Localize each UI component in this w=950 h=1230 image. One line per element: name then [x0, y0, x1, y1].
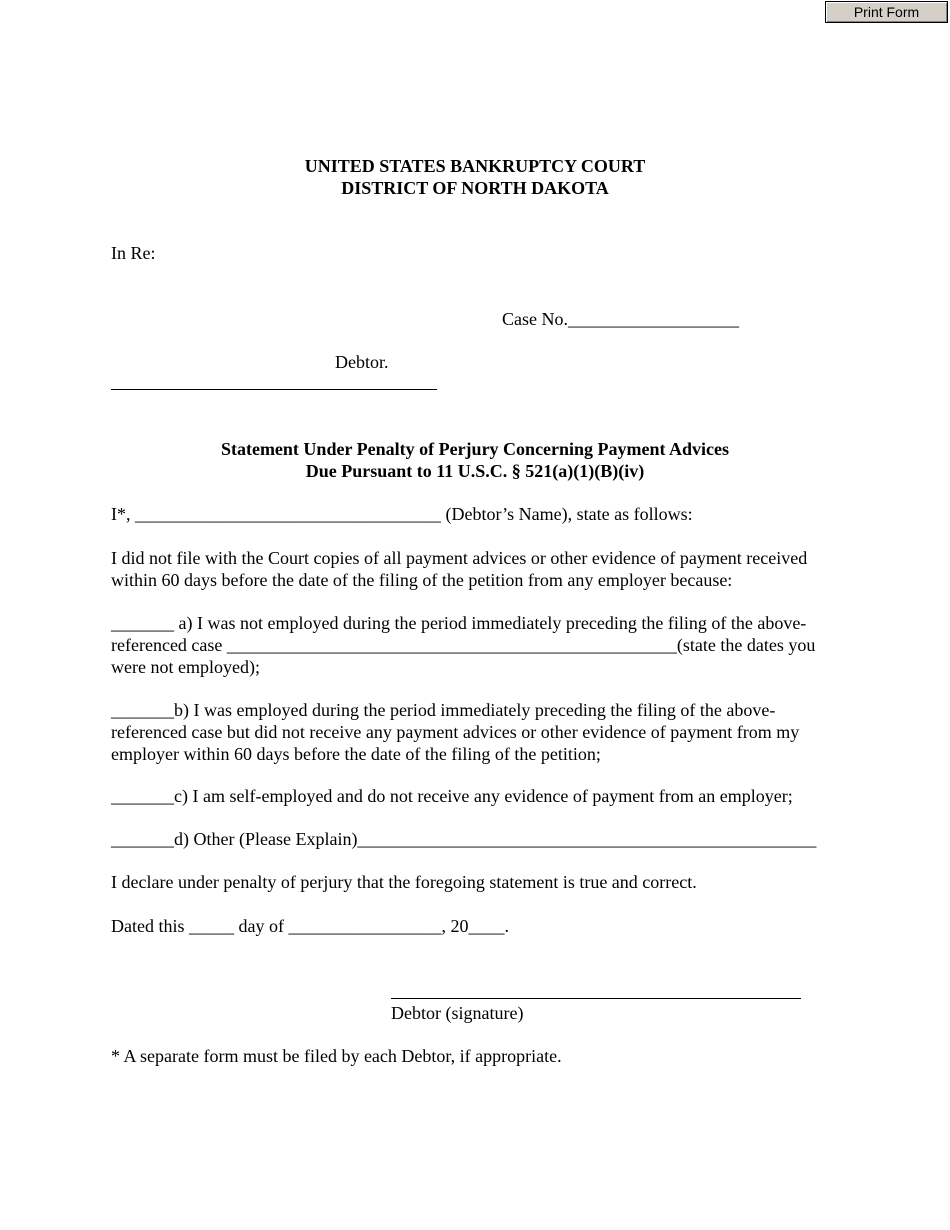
debtor-intro: I*, __________________________________ (Debtor’s Name), state as follows:	[111, 504, 693, 524]
debtor-name-line	[111, 389, 437, 390]
dated-year-blank: ____	[468, 916, 505, 936]
option-d-paragraph: _______d) Other (Please Explain)___________________________________________________	[111, 829, 817, 849]
declaration-text: I declare under penalty of perjury that the foregoing statement is true and correct.	[111, 872, 697, 892]
in-re-label: In Re:	[111, 243, 156, 263]
signature-label: Debtor (signature)	[391, 1003, 524, 1023]
case-number-field: Case No.___________________	[502, 309, 739, 329]
option-a-paragraph: _______ a) I was not employed during the period immediately preceding the filing of the above-referenced case __________________________________________________(state the dates you were not employed);	[111, 613, 816, 677]
dated-suffix: .	[504, 916, 509, 936]
statement-paragraph: I did not file with the Court copies of all payment advices or other evidence of payment received within 60 days before the date of the filing of the petition from any employer because:	[111, 548, 808, 590]
dated-line	[111, 916, 509, 937]
print-form-button[interactable]: Print Form	[825, 1, 948, 23]
debtor-label: Debtor.	[335, 352, 389, 372]
footnote: * A separate form must be filed by each Debtor, if appropriate.	[111, 1046, 562, 1066]
option-c-paragraph: _______c) I am self-employed and do not receive any evidence of payment from an employer;	[111, 786, 793, 806]
form-title-line1: Statement Under Penalty of Perjury Concerning Payment Advices	[220, 439, 730, 459]
court-name: UNITED STATES BANKRUPTCY COURT	[304, 156, 646, 176]
option-b-paragraph: _______b) I was employed during the period immediately preceding the filing of the above-referenced case but did not receive any payment advices or other evidence of payment from my employer within 60 days before the date of the filing of the petition;	[111, 700, 800, 764]
signature-line	[391, 998, 801, 999]
district-name: DISTRICT OF NORTH DAKOTA	[341, 178, 609, 198]
dated-prefix: Dated this _____ day of _________________, 20	[111, 916, 469, 936]
form-title-line2: Due Pursuant to 11 U.S.C. § 521(a)(1)(B)(iv)	[305, 461, 645, 481]
